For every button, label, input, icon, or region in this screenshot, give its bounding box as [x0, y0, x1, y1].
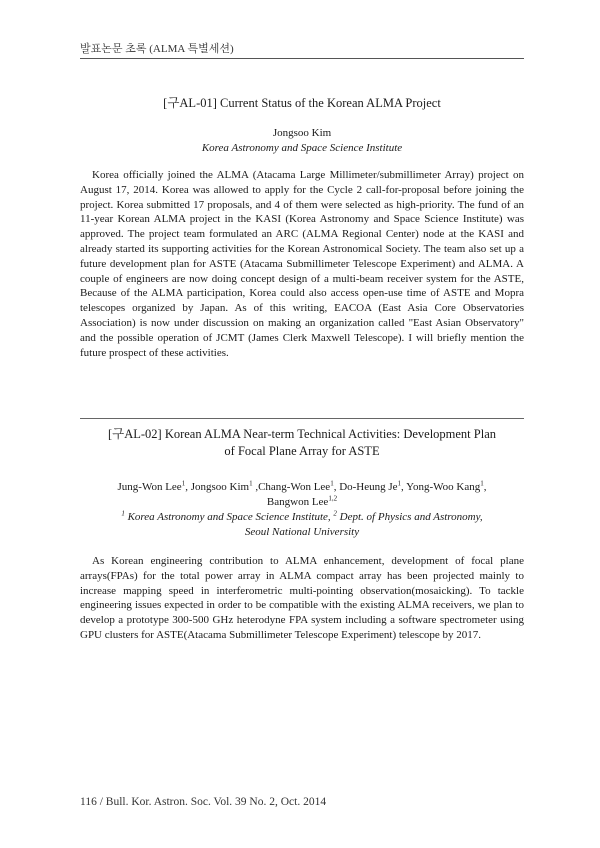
author-name: Jongsoo Kim [190, 481, 250, 493]
author-affil-mark: 1 [181, 479, 186, 488]
affil-mark: 1 [121, 509, 125, 518]
author-affil-mark: 1 [249, 479, 253, 488]
author-affil-mark: 1 [330, 479, 334, 488]
author-name: Do-Heung Je [339, 481, 398, 493]
author-separator: , [252, 481, 259, 493]
page-footer: 116 / Bull. Kor. Astron. Soc. Vol. 39 No. 2, Oct. 2014 [80, 796, 327, 808]
author-affil-mark: 1 [397, 479, 402, 488]
affiliation-text: Seoul National University [244, 526, 360, 538]
header-rule [80, 58, 524, 59]
author-name: Chang-Won Lee [258, 481, 331, 493]
author-line: Jongsoo Kim [272, 127, 332, 139]
affiliation-block [80, 510, 524, 540]
abstract-title: [구AL-01] Current Status of the Korean ALMA Project [163, 96, 441, 110]
section-divider [80, 418, 524, 419]
abstract-body: As Korean engineering contribution to ALMA enhancement, development of focal plane arrays(FPAs) for the total power array in ALMA compact array has been projected mainly to increase mapping speed in interferometric multi-pointing observation(mosaicking). To tackle engineering issues expected in order to be compatible with the existing ALMA receivers, we plan to develop a prototype 300-500 GHz heterodyne FPA system including a software spectrometer using GPU clusters for ASTE(Atacama Submillimeter Telescope Experiment) telescope by 2017. [80, 555, 524, 641]
affiliation-text: Korea Astronomy and Space Science Institute, [127, 511, 334, 523]
author-name: Jung-Won Lee [117, 481, 182, 493]
abstract-body: Korea officially joined the ALMA (Atacama Large Millimeter/submillimeter Array) project on August 17, 2014. Korea was allowed to apply for the Cycle 2 call-for-proposal before joining the project. Korea submitted 17 proposals, and 4 of them were selected as high-priority. The fund of an 11-year Korean ALMA project in the KASI (Korea Astronomy and Space Science Institute) was approved. The project team formulated an ARC (ALMA Regional Center) node at the KASI and already started its supporting activities for the Korean Astronomical Society. The team also set up a future development plan for ASTE (Atacama Submillimeter Telescope Experiment) and ALMA. A couple of engineers are now doing concept design of a multi-beam receiver system for the ASTE, Because of the ALMA participation, Korea could also access open-use time of ASTE and Mopra telescopes organized by Japan. As of this writing, EACOA (East Asia Core Observatories Association) is now under discussion on making an organization called "East Asian Observatory" and the possible operation of JCMT (James Clerk Maxwell Telescope). I will briefly mention the future prospect of these activities. [80, 169, 524, 359]
author-affil-mark: 1,2 [328, 494, 338, 503]
running-header: 발표논문 초록 (ALMA 특별세션) [80, 43, 234, 55]
author-separator: , [185, 481, 191, 493]
author-separator: , [483, 481, 487, 493]
author-name: Bangwon Lee [266, 496, 329, 508]
author-name: Yong-Woo Kang [406, 481, 481, 493]
affiliation-line: Korea Astronomy and Space Science Institute [201, 142, 403, 154]
title-line-2: of Focal Plane Array for ASTE [224, 444, 380, 458]
abstract-al-02 [80, 426, 524, 643]
affil-mark: 2 [333, 509, 337, 518]
author-affil-mark: 1 [480, 479, 484, 488]
abstract-title [80, 426, 524, 460]
author-list [80, 480, 524, 510]
title-line-1: [구AL-02] Korean ALMA Near-term Technical Activities: Development Plan [107, 427, 497, 441]
author-separator: , [333, 481, 340, 493]
author-separator: , [401, 481, 407, 493]
affiliation-text: Dept. of Physics and Astronomy, [339, 511, 483, 523]
abstract-al-01 [80, 95, 524, 360]
